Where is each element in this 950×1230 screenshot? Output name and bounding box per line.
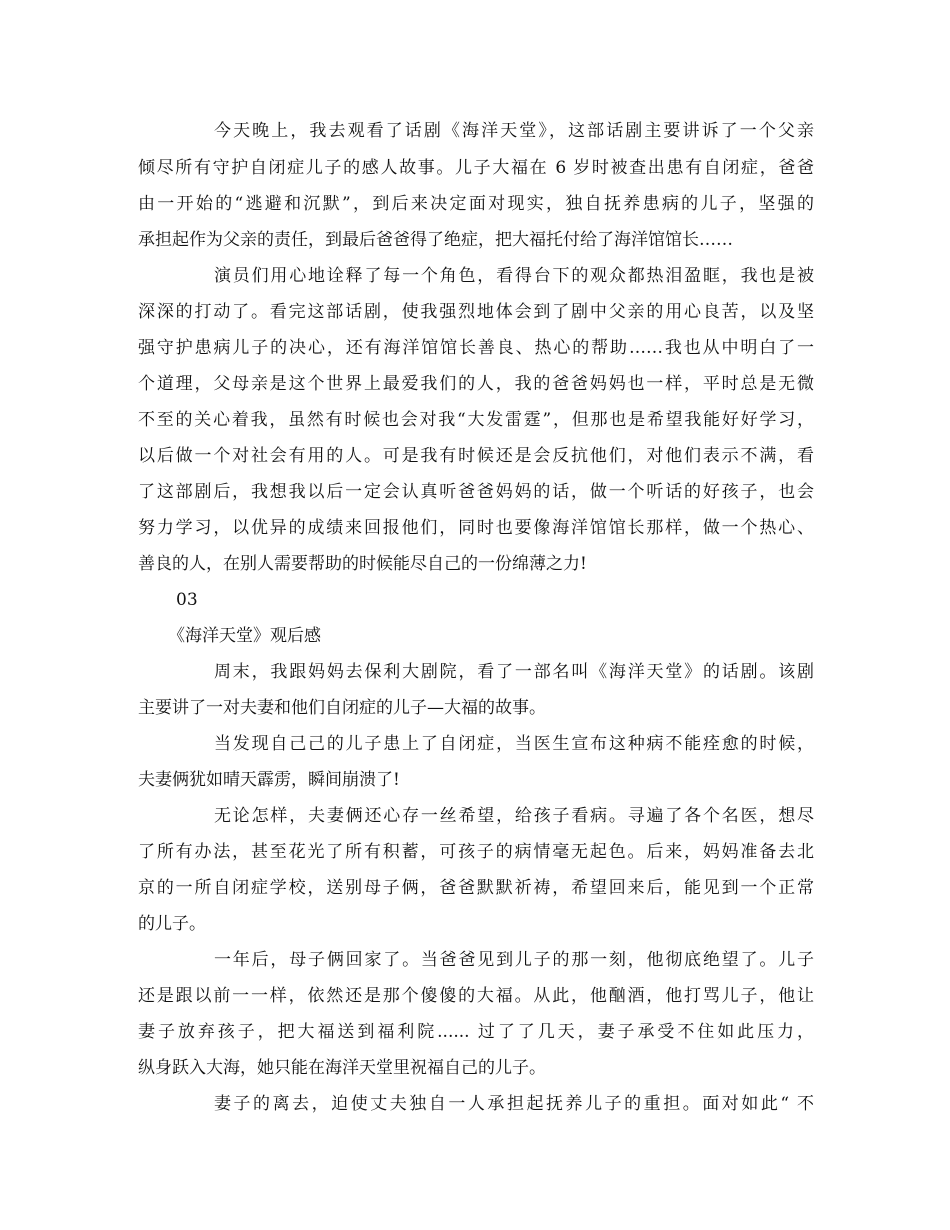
- text-line: 由一开始的“逃避和沉默”，到后来决定面对现实，独自抚养患病的儿子，坚强的: [138, 194, 814, 214]
- text-line: 纵身跃入大海，她只能在海洋天堂里祝福自己的儿子。: [138, 1058, 546, 1078]
- text-line: 一年后，母子俩回家了。当爸爸见到儿子的那一刻，他彻底绝望了。儿子: [214, 950, 814, 970]
- text-line: 倾尽所有守护自闭症儿子的感人故事。儿子大福在 6 岁时被查出患有自闭症，爸爸: [138, 158, 814, 178]
- text-line: 以后做一个对社会有用的人。可是我有时候还是会反抗他们，对他们表示不满，看: [138, 446, 814, 466]
- text-line: 的儿子。: [138, 914, 206, 934]
- text-line: 妻子的离去，迫使丈夫独自一人承担起抚养儿子的重担。面对如此“ 不: [214, 1094, 814, 1114]
- text-line: 个道理，父母亲是这个世界上最爱我们的人，我的爸爸妈妈也一样，平时总是无微: [138, 374, 814, 394]
- section-number: 03: [176, 590, 198, 610]
- text-line: 周末，我跟妈妈去保利大剧院，看了一部名叫《海洋天堂》的话剧。该剧: [214, 662, 814, 682]
- text-line: 承担起作为父亲的责任，到最后爸爸得了绝症，把大福托付给了海洋馆馆长……: [138, 230, 733, 250]
- text-line: 强守护患病儿子的决心，还有海洋馆馆长善良、热心的帮助……我也从中明白了一: [138, 338, 814, 358]
- text-line: 善良的人，在别人需要帮助的时候能尽自己的一份绵薄之力!: [138, 554, 587, 574]
- text-line: 不至的关心着我，虽然有时候也会对我“大发雷霆”，但那也是希望我能好好学习，: [138, 410, 814, 430]
- text-line: 了这部剧后，我想我以后一定会认真听爸爸妈妈的话，做一个听话的好孩子，也会: [138, 482, 814, 502]
- text-line: 努力学习，以优异的成绩来回报他们，同时也要像海洋馆馆长那样，做一个热心、: [138, 518, 814, 538]
- text-line: 演员们用心地诠释了每一个角色，看得台下的观众都热泪盈眶，我也是被: [214, 266, 814, 286]
- section-title: 《海洋天堂》观后感: [168, 626, 321, 646]
- text-line: 深深的打动了。看完这部话剧，使我强烈地体会到了剧中父亲的用心良苦，以及坚: [138, 302, 814, 322]
- text-line: 当发现自己己的儿子患上了自闭症，当医生宣布这种病不能痊愈的时候，: [214, 734, 814, 754]
- text-line: 今天晚上，我去观看了话剧《海洋天堂》，这部话剧主要讲诉了一个父亲: [214, 121, 814, 141]
- text-line: 主要讲了一对夫妻和他们自闭症的儿子—大福的故事。: [138, 698, 546, 718]
- text-line: 了所有办法，甚至花光了所有积蓄，可孩子的病情毫无起色。后来，妈妈准备去北: [138, 842, 814, 862]
- text-line: 还是跟以前一一样，依然还是那个傻傻的大福。从此，他酗酒，他打骂儿子，他让: [138, 986, 814, 1006]
- text-line: 无论怎样，夫妻俩还心存一丝希望，给孩子看病。寻遍了各个名医，想尽: [214, 806, 814, 826]
- text-line: 夫妻俩犹如晴天霹雳，瞬间崩溃了!: [138, 770, 400, 790]
- text-line: 妻子放弃孩子，把大福送到福利院...... 过了了几天，妻子承受不住如此压力，: [138, 1022, 814, 1042]
- text-line: 京的一所自闭症学校，送别母子俩，爸爸默默祈祷，希望回来后，能见到一个正常: [138, 878, 814, 898]
